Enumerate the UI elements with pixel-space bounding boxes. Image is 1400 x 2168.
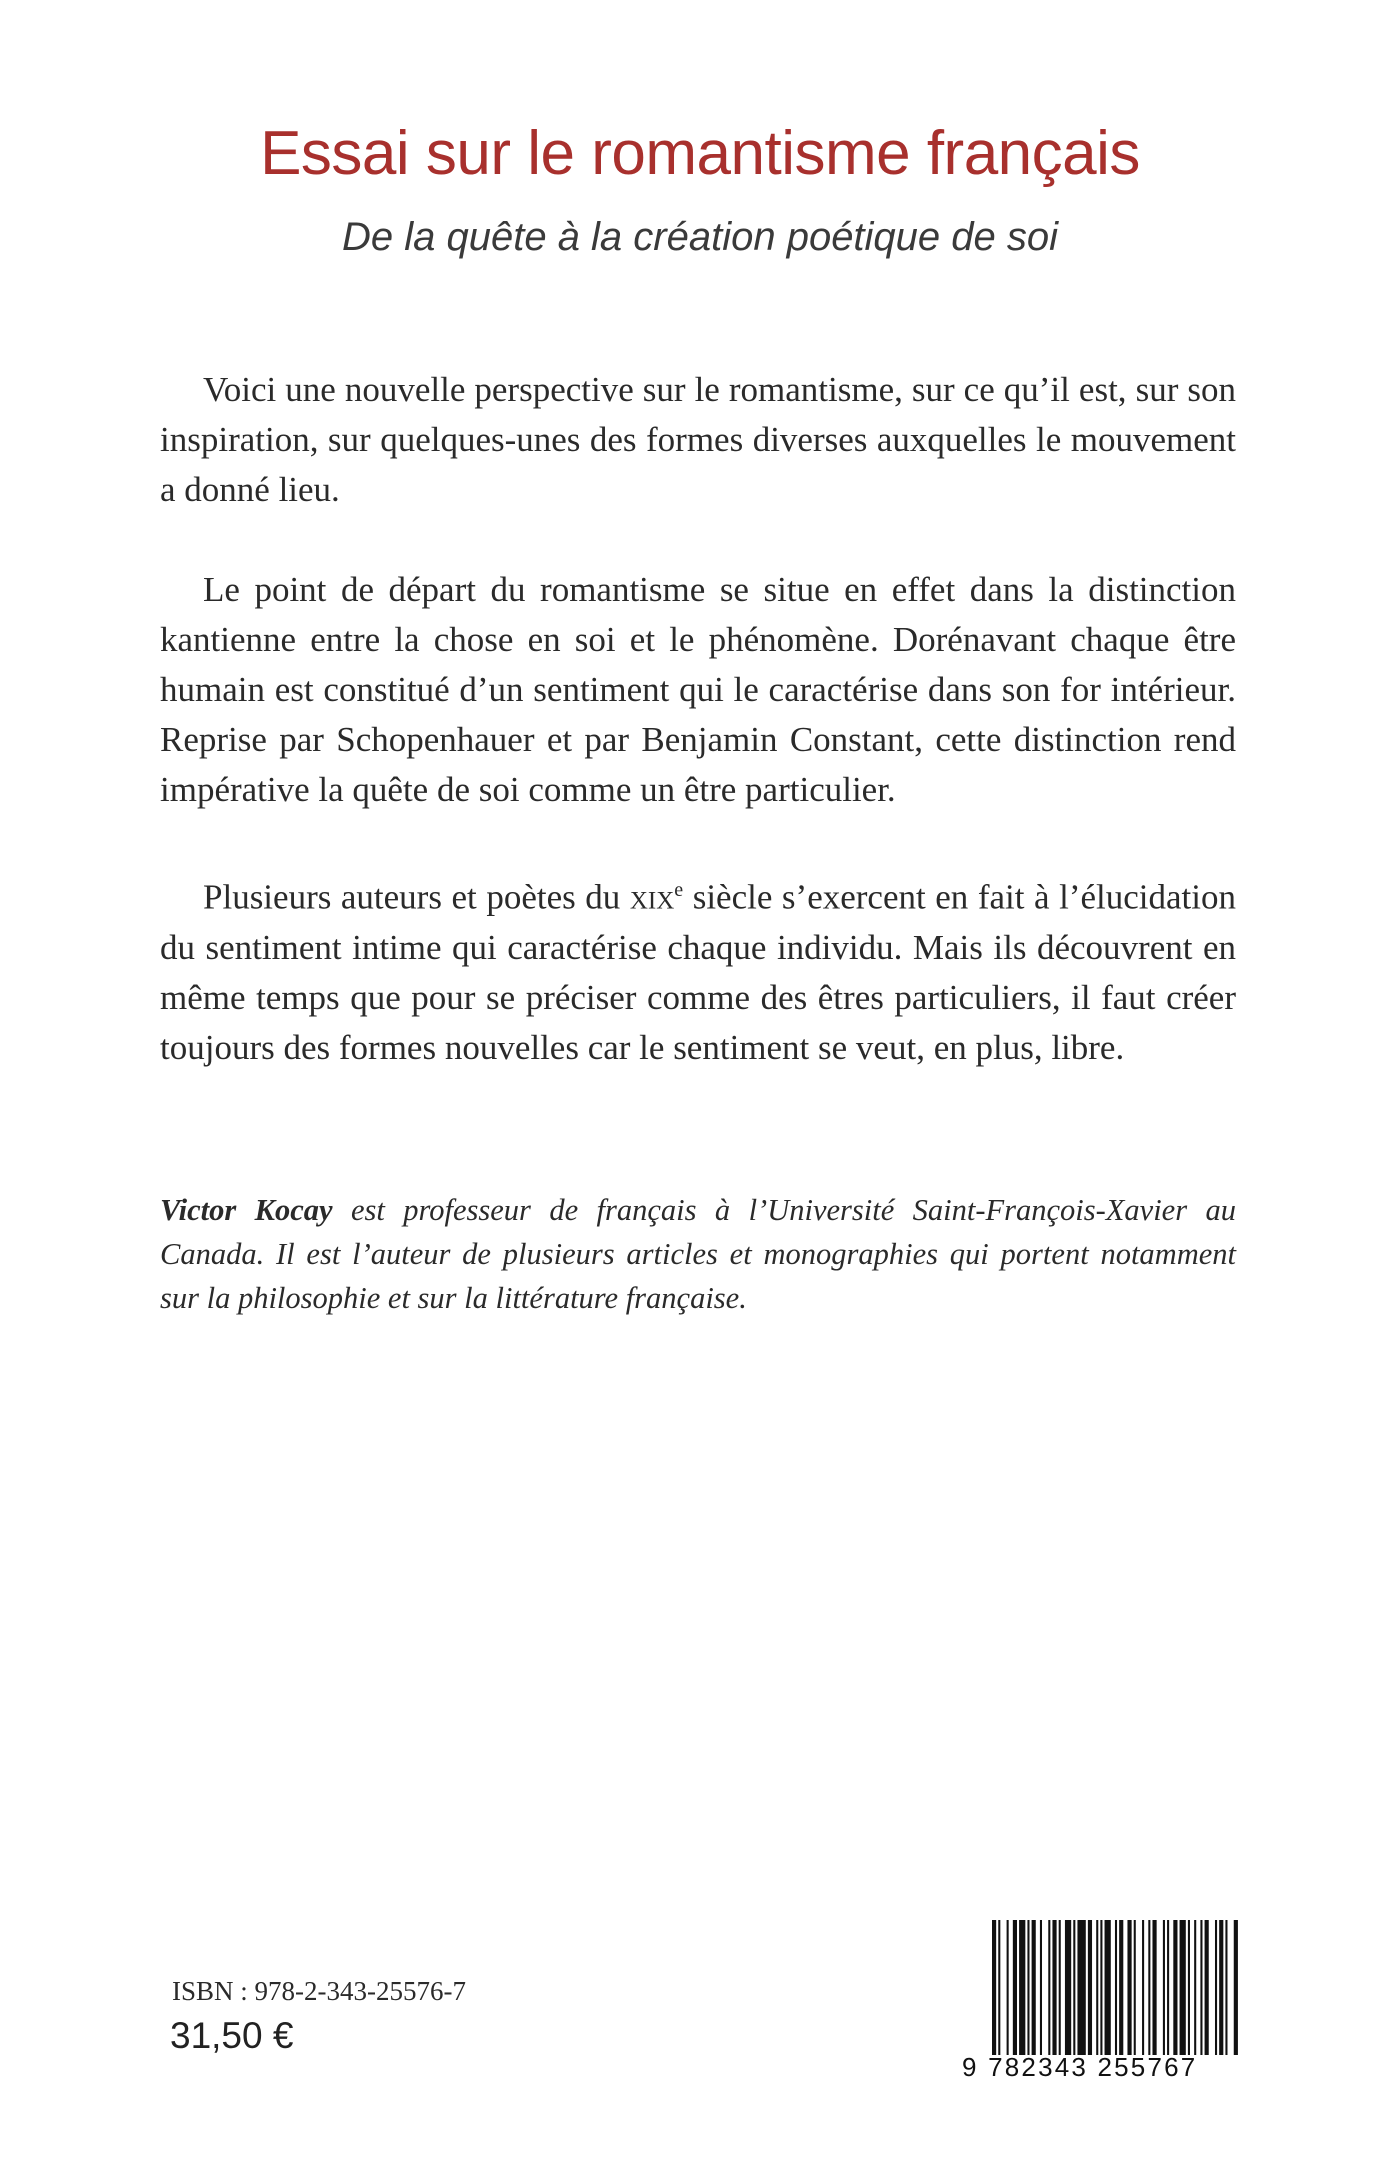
barcode-bar <box>998 1920 1000 2055</box>
book-title: Essai sur le romantisme français <box>260 119 1140 188</box>
barcode-bar <box>1142 1920 1144 2055</box>
barcode-bar <box>992 1920 996 2055</box>
barcode-bar <box>1115 1920 1117 2055</box>
author-bio <box>160 1188 1236 1320</box>
price: 31,50 € <box>170 2015 294 2056</box>
barcode-bar <box>1088 1920 1092 2055</box>
author-name: Victor Kocay <box>160 1193 333 1227</box>
barcode-bar <box>1173 1920 1177 2055</box>
barcode-bar <box>1215 1920 1217 2055</box>
blurb-paragraph-3 <box>160 865 1236 1073</box>
blurb-paragraph-2: Le point de départ du romantisme se situe en effet dans la distinction kantienne entre la chose en soi et le phénomène. Dorénavant chaque être humain est constitué d’un sentiment qui le caractérise dans son for intérieur. Reprise par Schopenhauer et par Benjamin Constant, cette distinction rend impérative la quête de soi comme un être particulier. <box>160 570 1236 809</box>
barcode-bar <box>1096 1920 1098 2055</box>
barcode-bar <box>1234 1920 1238 2055</box>
book-subtitle: De la quête à la création poétique de soi <box>341 215 1059 259</box>
blurb-paragraph-1: Voici une nouvelle perspective sur le romantisme, sur ce qu’il est, sur son inspiration, sur quelques-unes des formes diverses auxquelles le mouvement a donné lieu. <box>160 370 1236 509</box>
barcode-bar <box>1059 1920 1061 2055</box>
barcode-bar <box>1127 1920 1131 2055</box>
barcode-bar <box>1007 1920 1009 2055</box>
century-numeral: xix <box>629 877 675 917</box>
barcode-bar <box>1077 1920 1085 2055</box>
barcode-bar <box>1205 1920 1209 2055</box>
century-superscript: e <box>674 879 684 901</box>
barcode-bar <box>1019 1920 1025 2055</box>
barcode-bar <box>1100 1920 1102 2055</box>
barcode-bar <box>1048 1920 1050 2055</box>
blurb <box>160 365 1236 1123</box>
barcode-bar <box>1105 1920 1111 2055</box>
barcode-bar <box>1134 1920 1136 2055</box>
barcode-bar <box>1040 1920 1042 2055</box>
barcode-bar <box>1065 1920 1071 2055</box>
barcode-bar <box>1188 1920 1190 2055</box>
barcode-bar <box>1194 1920 1196 2055</box>
barcode-bars-icon <box>992 1920 1240 2055</box>
barcode-bar <box>1163 1920 1165 2055</box>
barcode-bar <box>1167 1920 1169 2055</box>
barcode-bar <box>1027 1920 1029 2055</box>
isbn: ISBN : 978-2-343-25576-7 <box>172 1976 466 2006</box>
barcode-bar <box>1073 1920 1075 2055</box>
barcode-bar <box>1200 1920 1202 2055</box>
barcode-bar <box>1119 1920 1123 2055</box>
barcode-bar <box>1219 1920 1223 2055</box>
barcode-digits: 9 782343 255767 <box>962 2052 1198 2082</box>
barcode-bar <box>1052 1920 1056 2055</box>
barcode <box>992 1920 1240 2055</box>
paragraph-3-end: siècle s’exercent en fait à l’élucidation du sentiment intime qui caractérise chaque individu. Mais ils découvrent en même temps que pour se préciser comme des êtres particuliers, il faut créer toujours des formes nouvelles car le sentiment se veut, en plus, libre. <box>160 877 1236 1067</box>
barcode-bar <box>1180 1920 1186 2055</box>
barcode-bar <box>1032 1920 1036 2055</box>
author-bio-text: est professeur de français à l’Université Saint-François-Xavier au Canada. Il est l’auteur de plusieurs articles et monographies qui portent notamment sur la philosophie et sur la littérature française. <box>160 1193 1236 1315</box>
barcode-bar <box>1013 1920 1017 2055</box>
barcode-bar <box>1225 1920 1227 2055</box>
paragraph-3-start: Plusieurs auteurs et poètes du <box>203 877 630 917</box>
barcode-bar <box>1148 1920 1150 2055</box>
barcode-bar <box>1152 1920 1156 2055</box>
